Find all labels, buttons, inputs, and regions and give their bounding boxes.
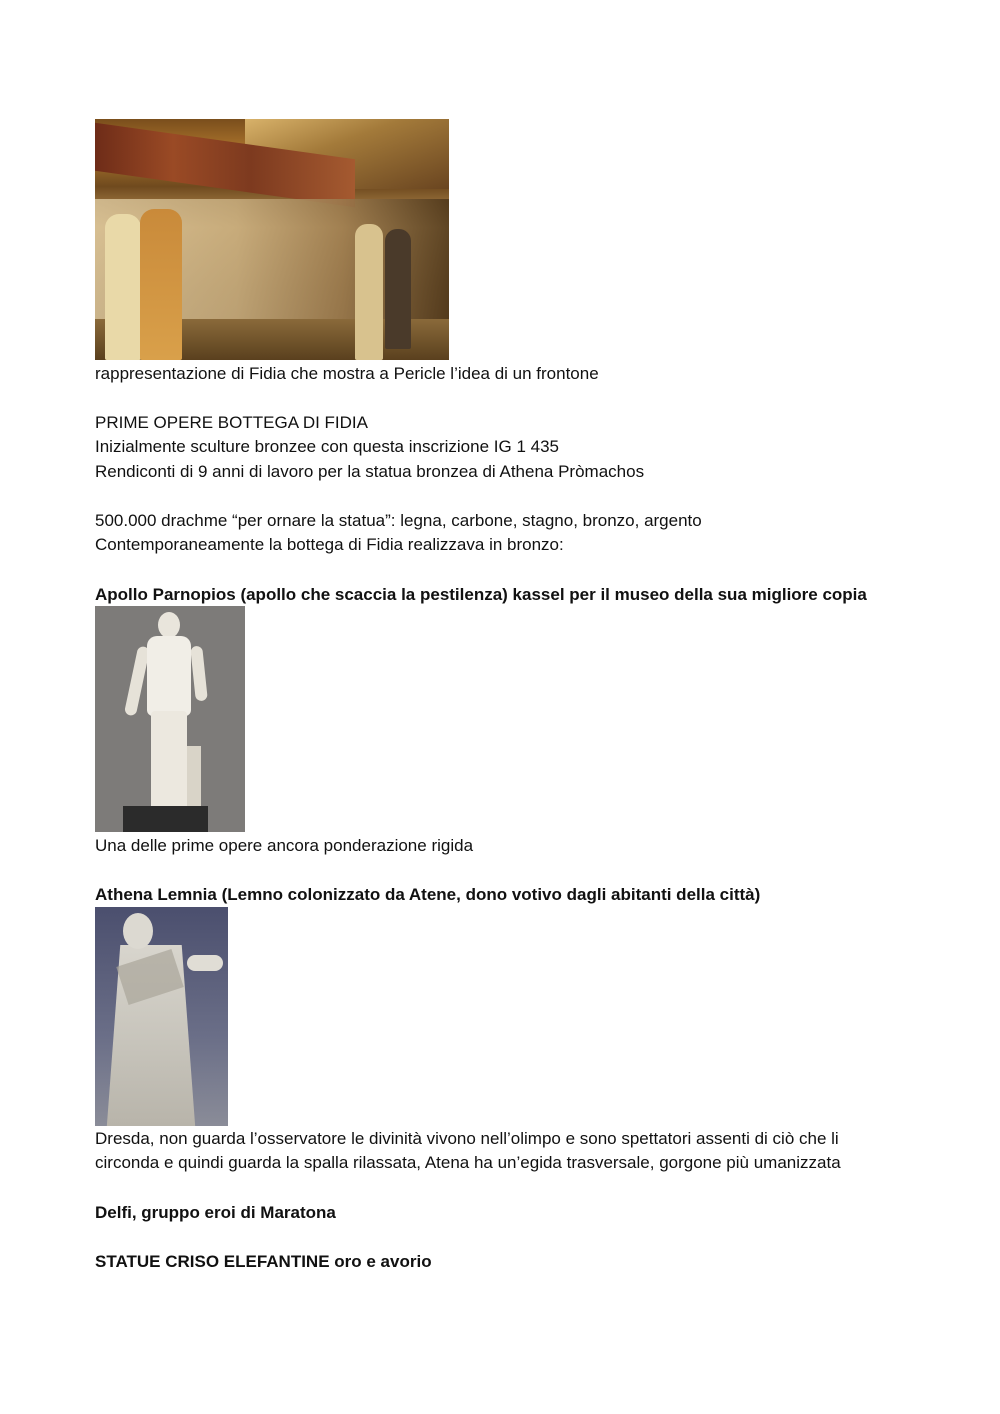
apollo-heading: Apollo Parnopios (apollo che scaccia la pestilenza) kassel per il museo della sua migliore copia xyxy=(95,585,867,604)
painting-caption: rappresentazione di Fidia che mostra a Pericle l’idea di un frontone xyxy=(95,364,599,383)
athena-caption-line: Dresda, non guarda l’osservatore le divinità vivono nell’olimpo e sono spettatori assenti di ciò che li xyxy=(95,1129,839,1148)
athena-heading: Athena Lemnia (Lemno colonizzato da Atene, dono votivo dagli abitanti della città) xyxy=(95,885,761,904)
statue-head xyxy=(158,612,180,638)
paragraph-line: 500.000 drachme “per ornare la statua”: legna, carbone, stagno, bronzo, argento xyxy=(95,511,702,530)
section-heading: PRIME OPERE BOTTEGA DI FIDIA xyxy=(95,413,368,432)
paragraph-line: Rendiconti di 9 anni di lavoro per la statua bronzea di Athena Pròmachos xyxy=(95,462,645,481)
statue-torso xyxy=(147,636,191,716)
paragraph-line: Inizialmente sculture bronzee con questa inscrizione IG 1 435 xyxy=(95,437,559,456)
statue-head xyxy=(123,913,153,949)
painting-figure xyxy=(105,214,141,360)
statue-arm xyxy=(190,646,208,702)
painting-image xyxy=(95,119,449,360)
statue-arm xyxy=(187,955,223,971)
painting-figure xyxy=(355,224,383,360)
statue-legs xyxy=(151,711,187,811)
apollo-statue-image xyxy=(95,606,245,832)
athena-statue-image xyxy=(95,907,228,1126)
painting-figure xyxy=(140,209,182,360)
statue-heading: STATUE CRISO ELEFANTINE oro e avorio xyxy=(95,1252,432,1271)
apollo-caption: Una delle prime opere ancora ponderazione rigida xyxy=(95,836,474,855)
statue-base xyxy=(123,806,208,832)
athena-caption-line: circonda e quindi guarda la spalla rilassata, Atena ha un’egida trasversale, gorgone più umanizzata xyxy=(95,1153,841,1172)
painting-figure xyxy=(385,229,411,349)
paragraph-line: Contemporaneamente la bottega di Fidia realizzava in bronzo: xyxy=(95,535,564,554)
delfi-heading: Delfi, gruppo eroi di Maratona xyxy=(95,1203,336,1222)
